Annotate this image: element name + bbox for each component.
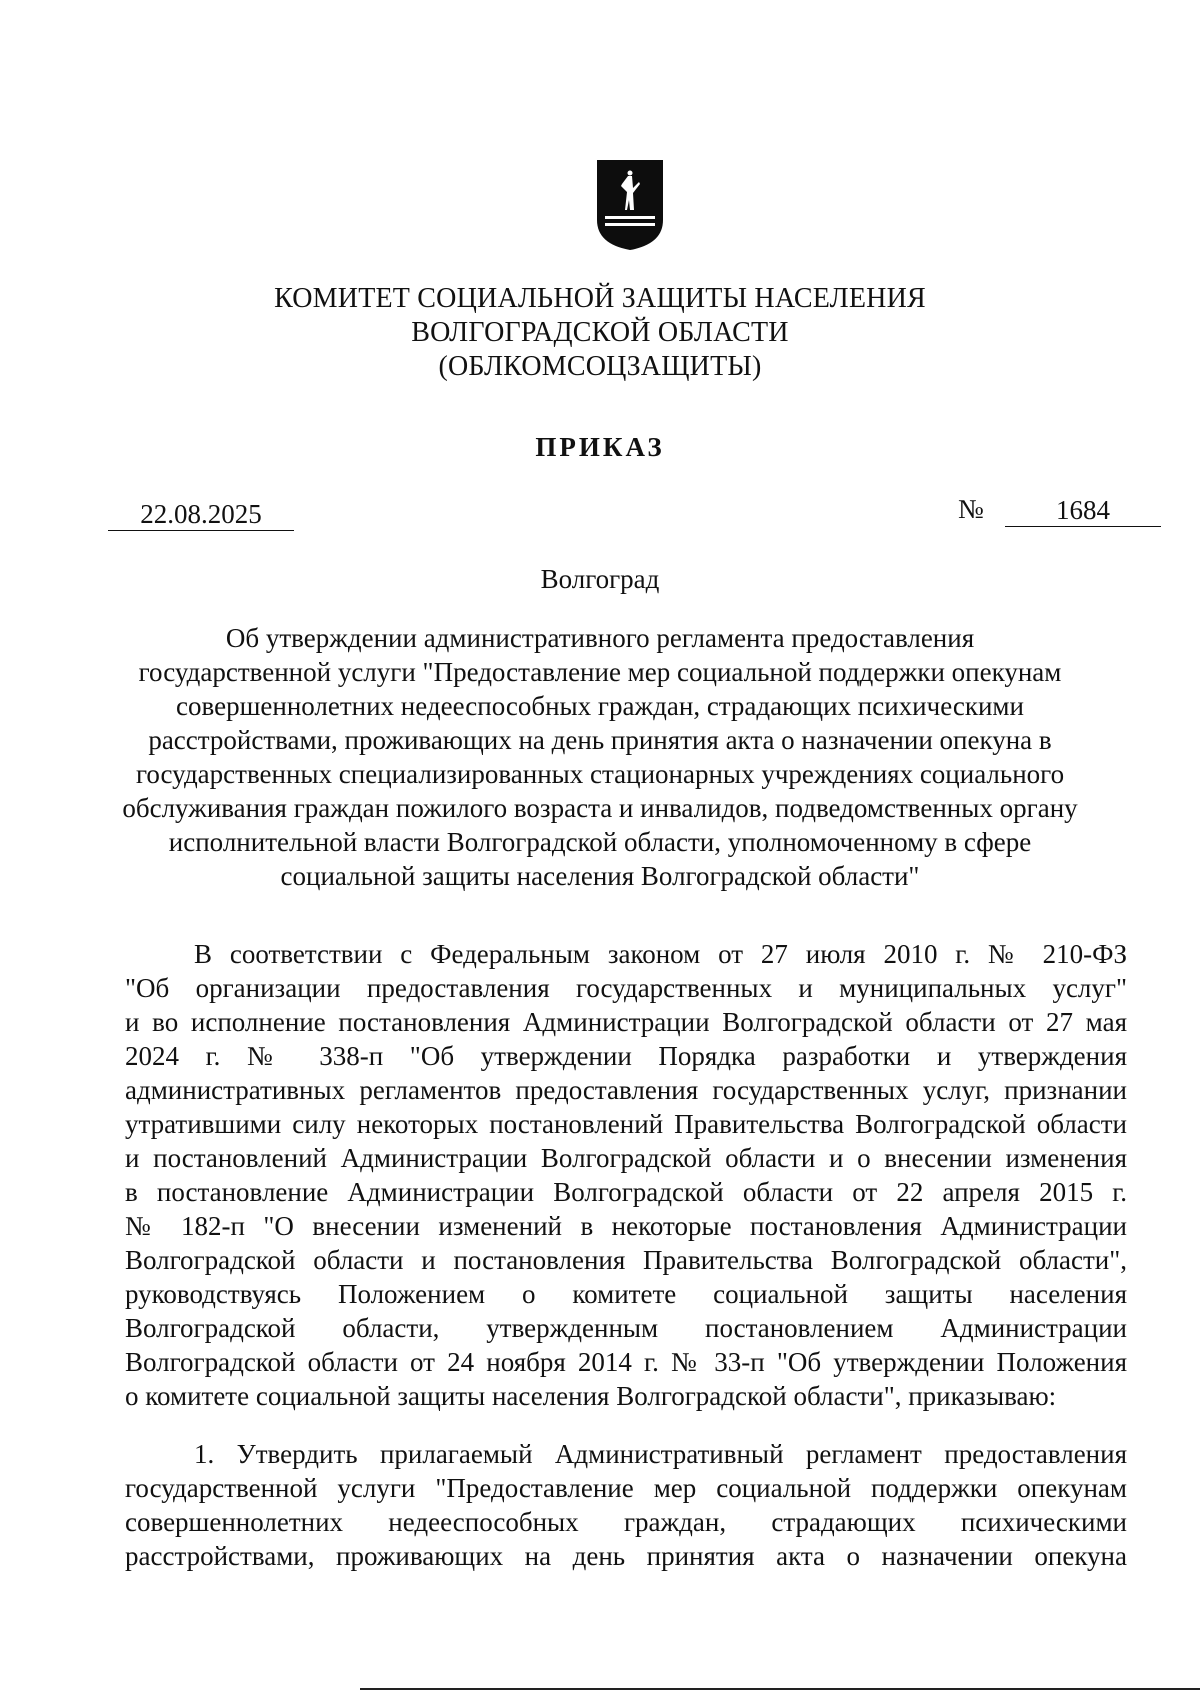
title-line: исполнительной власти Волгоградской области, уполномоченному в сфере — [168, 827, 1032, 857]
title-line: социальной защиты населения Волгоградской области" — [280, 861, 920, 891]
body-line: и постановлений Администрации Волгоградской области и о внесении изменения — [125, 1143, 1127, 1173]
number-sign: № — [958, 494, 984, 524]
org-name-line-1: КОМИТЕТ СОЦИАЛЬНОЙ ЗАЩИТЫ НАСЕЛЕНИЯ — [274, 283, 926, 314]
title-line: совершеннолетних недееспособных граждан, страдающих психическими — [176, 691, 1024, 721]
body-line: Волгоградской области и постановления Правительства Волгоградской области", — [125, 1245, 1127, 1275]
body-line: "Об организации предоставления государственных и муниципальных услуг" — [125, 973, 1127, 1003]
item-1-line: 1. Утвердить прилагаемый Административный регламент предоставления — [194, 1439, 1127, 1469]
body-line: Волгоградской области от 24 ноября 2014 г. № 33-п "Об утверждении Положения — [125, 1347, 1127, 1377]
document-type: ПРИКАЗ — [535, 432, 665, 462]
body-line: Волгоградской области, утвержденным постановлением Администрации — [125, 1313, 1127, 1343]
document-number: 1684 — [1005, 494, 1161, 527]
org-name-line-3: (ОБЛКОМСОЦЗАЩИТЫ) — [438, 351, 762, 382]
body-line: В соответствии с Федеральным законом от 27 июля 2010 г. № 210-ФЗ — [194, 939, 1127, 969]
title-line: государственных специализированных стационарных учреждениях социального — [135, 759, 1065, 789]
body-line: и во исполнение постановления Администрации Волгоградской области от 27 мая — [125, 1007, 1127, 1037]
body-line: утратившими силу некоторых постановлений Правительства Волгоградской области — [125, 1109, 1127, 1139]
title-line: расстройствами, проживающих на день принятия акта о назначении опекуна в — [148, 725, 1052, 755]
item-1-line: совершеннолетних недееспособных граждан, страдающих психическими — [125, 1507, 1127, 1537]
item-1-line: расстройствами, проживающих на день принятия акта о назначении опекуна — [125, 1541, 1127, 1571]
body-line: 2024 г. № 338-п "Об утверждении Порядка разработки и утверждения — [125, 1041, 1127, 1071]
body-line: в постановление Администрации Волгоградской области от 22 апреля 2015 г. — [125, 1177, 1127, 1207]
city: Волгоград — [540, 564, 660, 594]
body-line: о комитете социальной защиты населения Волгоградской области", приказываю: — [125, 1381, 1057, 1411]
body-line: № 182-п "О внесении изменений в некоторые постановления Администрации — [125, 1211, 1127, 1241]
body-line: административных регламентов предоставления государственных услуг, признании — [125, 1075, 1127, 1105]
item-1-line: государственной услуги "Предоставление мер социальной поддержки опекунам — [125, 1473, 1127, 1503]
page-bottom-edge — [360, 1688, 1200, 1690]
title-line: государственной услуги "Предоставление мер социальной поддержки опекунам — [138, 657, 1062, 687]
document-date: 22.08.2025 — [108, 498, 294, 531]
title-line: обслуживания граждан пожилого возраста и инвалидов, подведомственных органу — [122, 793, 1078, 823]
body-line: руководствуясь Положением о комитете социальной защиты населения — [125, 1279, 1127, 1309]
coat-of-arms-emblem — [595, 158, 665, 252]
title-line: Об утверждении административного регламента предоставления — [225, 623, 975, 653]
org-name-line-2: ВОЛГОГРАДСКОЙ ОБЛАСТИ — [411, 317, 789, 348]
